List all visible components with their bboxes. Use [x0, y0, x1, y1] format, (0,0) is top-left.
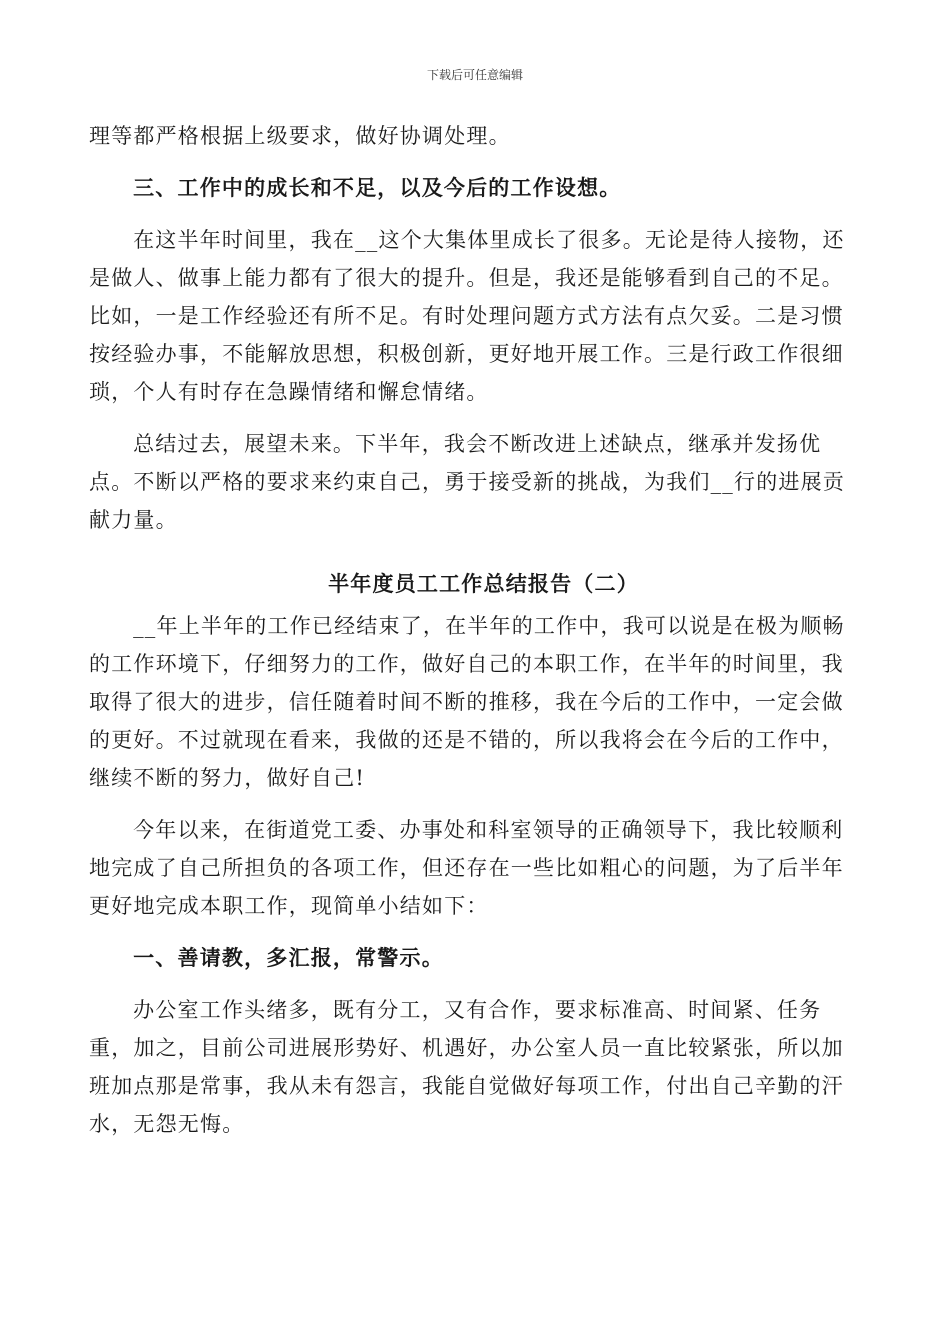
paragraph-growth: 在这半年时间里，我在__这个大集体里成长了很多。无论是待人接物，还是做人、做事上能力都有了很大的提升。但是，我还是能够看到自己的不足。比如，一是工作经验还有所不足。有时处理问题方式方法有点欠妥。二是习惯按经验办事，不能解放思想，积极创新，更好地开展工作。三是行政工作很细琐，个人有时存在急躁情绪和懈怠情绪。: [89, 228, 845, 404]
paragraph-intro: __年上半年的工作已经结束了，在半年的工作中，我可以说是在极为顺畅的工作环境下，仔细努力的工作，做好自己的本职工作，在半年的时间里，我取得了很大的进步，信任随着时间不断的推移，我在今后的工作中，一定会做的更好。不过就现在看来，我做的还是不错的，所以我将会在今后的工作中，继续不断的努力，做好自己!: [89, 614, 845, 790]
paragraph-summary: 总结过去，展望未来。下半年，我会不断改进上述缺点，继承并发扬优点。不断以严格的要求来约束自己，勇于接受新的挑战，为我们__行的进展贡献力量。: [89, 432, 845, 532]
document-title: 半年度员工工作总结报告（二）: [328, 571, 639, 596]
paragraph-continuation: 理等都严格根据上级要求，做好协调处理。: [89, 124, 511, 148]
paragraph-office-work: 办公室工作头绪多，既有分工，又有合作，要求标准高、时间紧、任务重，加之，目前公司进展形势好、机遇好，办公室人员一直比较紧张，所以加班加点那是常事，我从未有怨言，我能自觉做好每项工作，付出自己辛勤的汗水，无怨无悔。: [89, 998, 844, 1136]
document-body: [89, 117, 862, 1143]
section-heading-3: 三、工作中的成长和不足，以及今后的工作设想。: [133, 175, 622, 200]
paragraph-overview: 今年以来，在街道党工委、办事处和科室领导的正确领导下，我比较顺利地完成了自己所担负的各项工作，但还存在一些比如粗心的问题，为了后半年更好地完成本职工作，现简单小结如下：: [89, 818, 844, 918]
page-header-note: 下载后可任意编辑: [426, 68, 523, 82]
section-heading-1: 一、善请教，多汇报，常警示。: [133, 945, 444, 970]
